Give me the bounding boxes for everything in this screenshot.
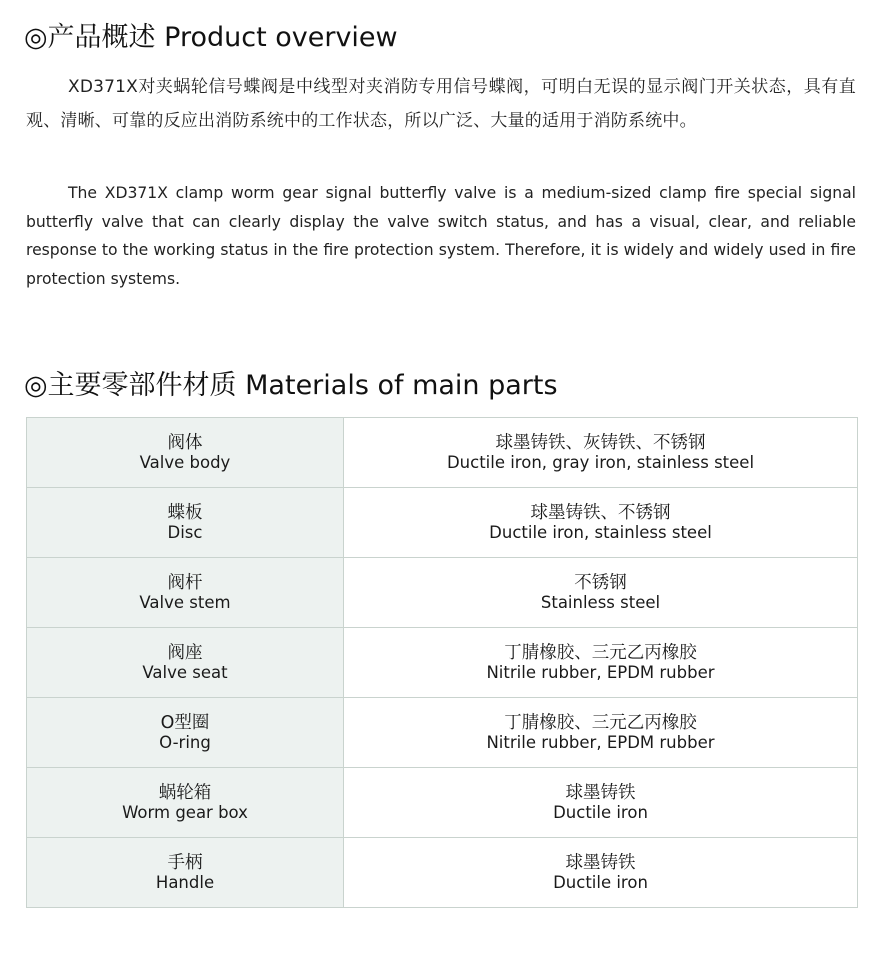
overview-paragraph-en: The XD371X clamp worm gear signal butterfly valve is a medium-sized clamp fire special signal butterfly valve that can clearly display the valve switch status, and has a visual, clear, and reliable response to the working status in the fire protection system. Therefore, it is widely and widely used in fire protection systems. [26,184,856,288]
material-en: Nitrile rubber, EPDM rubber [486,662,715,682]
part-cell [27,488,344,558]
part-name-en: Valve body [139,452,231,472]
materials-table [26,417,858,908]
part-name-cn: O型圈 [160,712,210,733]
material-cn: 球墨铸铁、不锈钢 [530,502,671,523]
part-name-en: Handle [155,872,215,892]
table-row [27,488,858,558]
material-cell [344,698,858,768]
part-name-en: O-ring [159,732,211,752]
overview-paragraph-cn: XD371X对夹蜗轮信号蝶阀是中线型对夹消防专用信号蝶阀，可明白无误的显示阀门开关状态，具有直观、清晰、可靠的反应出消防系统中的工作状态，所以广泛、大量的适用于消防系统中。 [26,77,856,131]
table-row [27,698,858,768]
part-cell [27,838,344,908]
part-name-en: Worm gear box [122,802,248,822]
material-cn: 丁腈橡胶、三元乙丙橡胶 [504,712,697,733]
material-cell [344,768,858,838]
overview-title: ◎产品概述 Product overview [24,22,398,53]
materials-title: ◎主要零部件材质 Materials of main parts [24,370,558,401]
table-row [27,838,858,908]
material-en: Ductile iron [553,872,648,892]
material-cn: 球墨铸铁、灰铸铁、不锈钢 [495,432,706,453]
part-name-en: Disc [167,522,203,542]
part-name-cn: 蝶板 [167,502,203,523]
material-cn: 球墨铸铁 [565,782,636,803]
material-en: Ductile iron, stainless steel [489,522,712,542]
part-cell [27,698,344,768]
part-cell [27,628,344,698]
part-name-en: Valve seat [142,662,228,682]
part-name-cn: 阀杆 [167,572,203,593]
material-cn: 丁腈橡胶、三元乙丙橡胶 [504,642,697,663]
table-row [27,558,858,628]
material-en: Stainless steel [540,592,661,612]
material-en: Ductile iron, gray iron, stainless steel [446,452,755,472]
part-cell [27,418,344,488]
material-cell [344,838,858,908]
material-en: Ductile iron [553,802,648,822]
part-cell [27,768,344,838]
table-row [27,418,858,488]
part-name-cn: 阀座 [167,642,203,663]
material-cn: 球墨铸铁 [565,852,636,873]
part-name-en: Valve stem [139,592,231,612]
material-cell [344,558,858,628]
material-en: Nitrile rubber, EPDM rubber [486,732,715,752]
part-name-cn: 手柄 [167,852,203,873]
table-row [27,628,858,698]
table-row [27,768,858,838]
material-cell [344,488,858,558]
material-cn: 不锈钢 [574,572,627,593]
part-name-cn: 蜗轮箱 [158,782,212,803]
part-name-cn: 阀体 [167,432,203,453]
material-cell [344,628,858,698]
part-cell [27,558,344,628]
material-cell [344,418,858,488]
